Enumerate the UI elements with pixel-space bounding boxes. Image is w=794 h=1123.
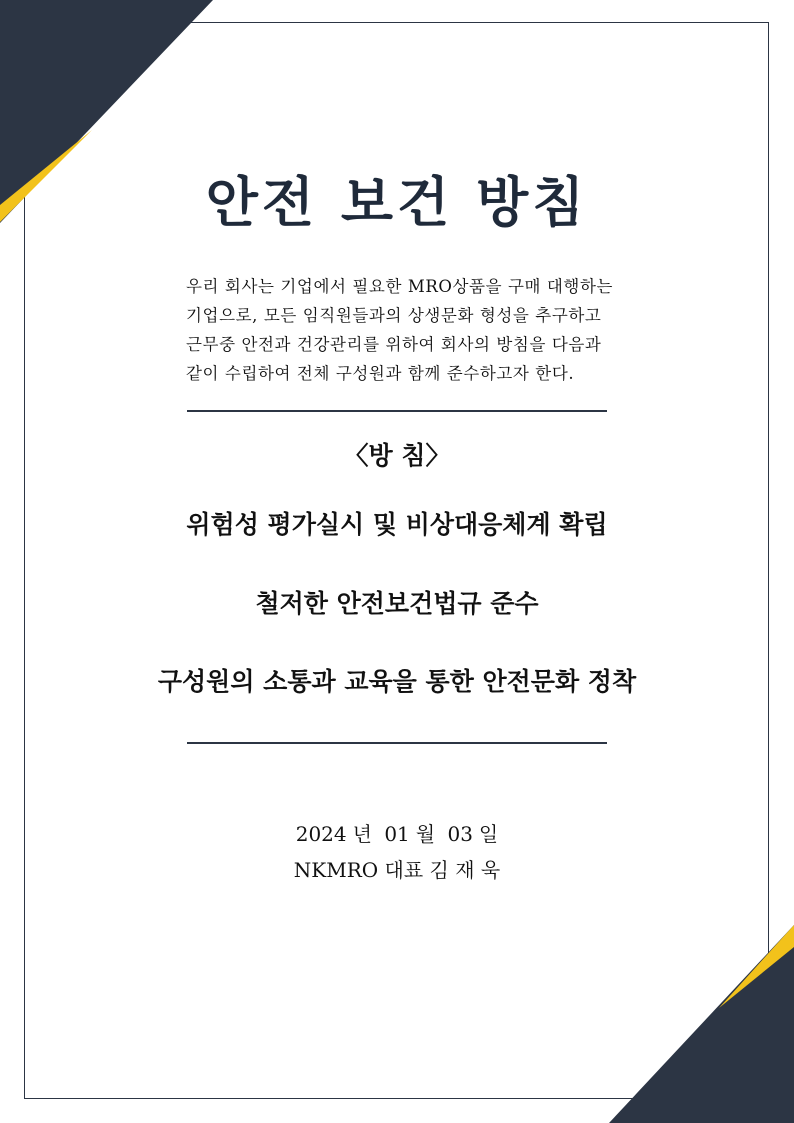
date-year-unit: 년 — [352, 822, 372, 846]
date-month: 01 — [384, 822, 410, 846]
policy-item: 위험성 평가실시 및 비상대응체계 확립 — [186, 510, 608, 539]
signature-line: NKMRO 대표 김 재 욱 — [293, 858, 501, 882]
intro-line: 근무중 안전과 건강관리를 위하여 회사의 방침을 다음과 — [186, 335, 602, 354]
divider-top — [187, 410, 607, 412]
date-day: 03 — [447, 822, 473, 846]
intro-line: 같이 수립하여 전체 구성원과 함께 준수하고자 한다. — [186, 364, 575, 383]
policy-item: 구성원의 소통과 교육을 통한 안전문화 정착 — [157, 667, 637, 696]
policy-item: 철저한 안전보건법규 준수 — [255, 589, 539, 618]
intro-paragraph — [186, 272, 624, 388]
intro-line: 우리 회사는 기업에서 필요한 MRO상품을 구매 대행하는 — [186, 277, 614, 296]
page-title: 안전 보건 방침 — [205, 170, 589, 234]
date-day-unit: 일 — [478, 822, 499, 846]
policy-heading: 〈방 침〉 — [343, 441, 451, 470]
divider-bottom — [187, 742, 607, 744]
document-date — [0, 818, 794, 847]
corner-decoration-bottom-right — [609, 925, 794, 1123]
date-year: 2024 — [295, 822, 347, 846]
intro-line: 기업으로, 모든 임직원들과의 상생문화 형성을 추구하고 — [186, 306, 602, 325]
date-month-unit: 월 — [415, 822, 436, 846]
